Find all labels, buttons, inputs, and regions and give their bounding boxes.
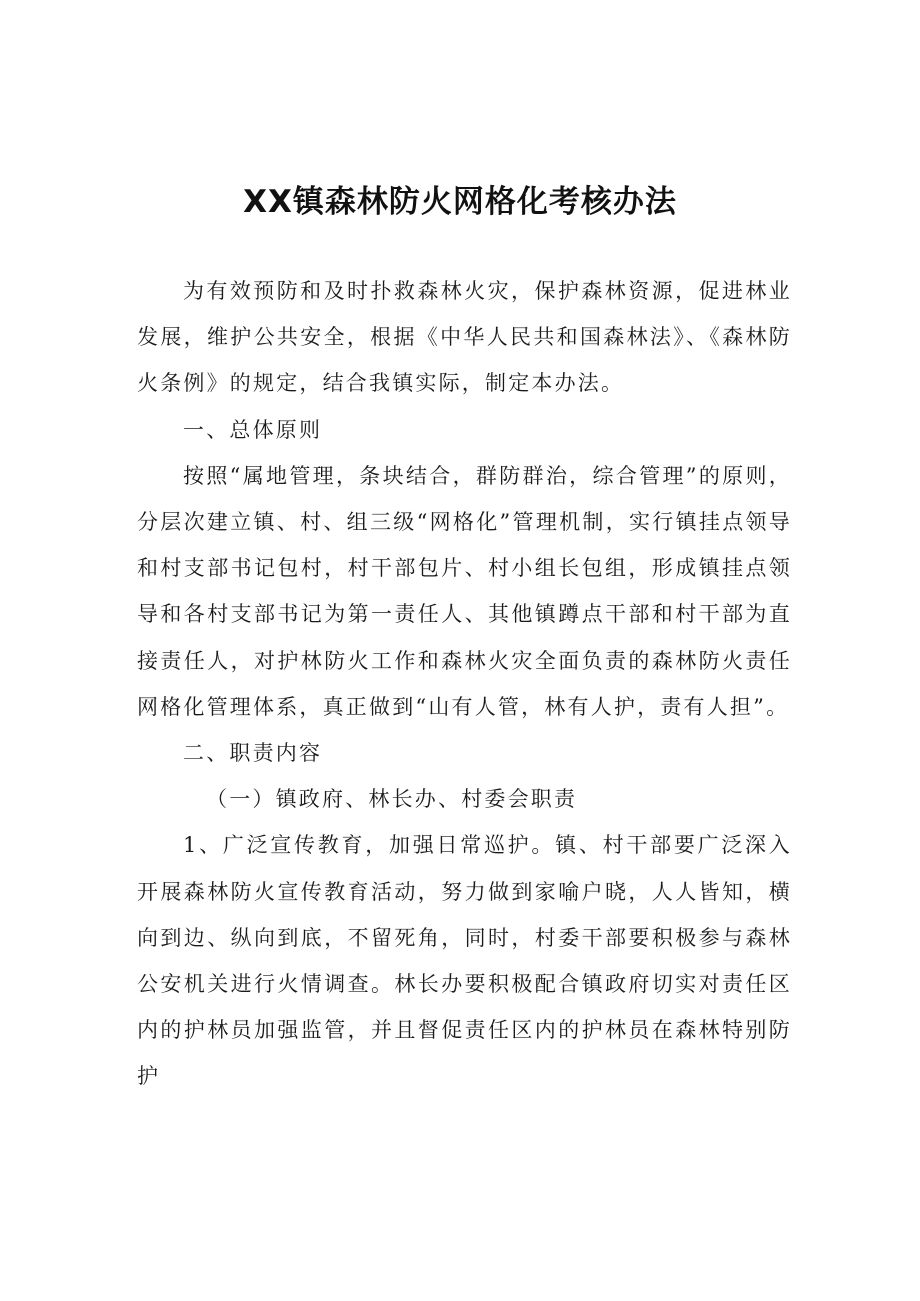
section-heading-duties: 二、职责内容 [183, 741, 323, 766]
section-heading-principles: 一、总体原则 [183, 417, 323, 442]
subsection-heading-government-duties: （一）镇政府、林长办、村委会职责 [206, 787, 578, 812]
intro-paragraph: 为有效预防和及时扑救森林火灾，保护森林资源，促进林业发展，维护公共安全，根据《中华人民共和国森林法》、《森林防火条例》的规定，结合我镇实际，制定本办法。 [137, 279, 792, 396]
principles-paragraph: 按照“属地管理，条块结合，群防群治，综合管理”的原则，分层次建立镇、村、组三级“网格化”管理机制，实行镇挂点领导和村支部书记包村，村干部包片、村小组长包组，形成镇挂点领导和各村支部书记为第一责任人、其他镇蹲点干部和村干部为直接责任人，对护林防火工作和森林火灾全面负责的森林防火责任网格化管理体系，真正做到“山有人管，林有人护，责有人担”。 [137, 463, 792, 719]
document-title: XX镇森林防火网格化考核办法 [243, 184, 677, 220]
duty-item-paragraph: 1、广泛宣传教育，加强日常巡护。镇、村干部要广泛深入开展森林防火宣传教育活动，努力做到家喻户晓，人人皆知，横向到边、纵向到底，不留死角，同时，村委干部要积极参与森林公安机关进行火情调查。林长办要积极配合镇政府切实对责任区内的护林员加强监管，并且督促责任区内的护林员在森林特别防护 [137, 833, 792, 1089]
document-body [137, 268, 792, 1100]
